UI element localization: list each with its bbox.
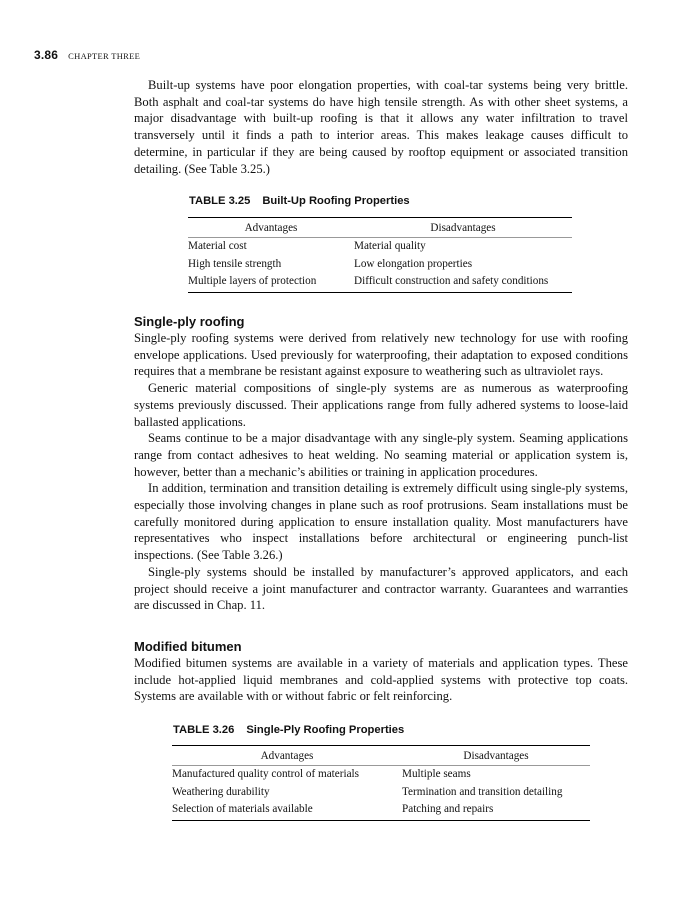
table-row [172, 784, 590, 802]
paragraph: Modified bitumen systems are available in a variety of materials and application types. These include hot-applied liquid membranes and cold-applied systems with protective top coats. Systems are available with or without fabric or felt reinforcing. [134, 656, 628, 704]
table-3-26 [172, 745, 590, 821]
section-heading-single-ply: Single-ply roofing [134, 314, 245, 329]
modified-bitumen-section [134, 638, 628, 705]
table-header-row [188, 218, 572, 238]
table-3-25-caption [189, 195, 410, 207]
col-disadvantages: Disadvantages [354, 218, 572, 238]
advantage-cell: Multiple layers of protection [188, 273, 354, 292]
disadvantage-cell: Material quality [354, 240, 426, 252]
table-3-26-label: TABLE 3.26 [173, 724, 235, 736]
intro-section [134, 77, 628, 177]
paragraph: Single-ply roofing systems were derived from relatively new technology for use with roofing envelope applications. Used previously for waterproofing, their adaptation to exposed conditions requires that a membrane be resistant against exposure to weathering such as ultraviolet rays. [134, 331, 628, 379]
advantage-cell: Selection of materials available [172, 801, 402, 820]
running-head [34, 46, 140, 64]
single-ply-section [134, 313, 628, 614]
table-3-26-title: Single-Ply Roofing Properties [246, 724, 405, 736]
paragraph: Generic material compositions of single-ply systems are as numerous as waterproofing systems previously discussed. Their applications range from fully adhered systems to loose-laid ballasted applications. [134, 381, 628, 429]
disadvantage-cell: Patching and repairs [402, 801, 590, 820]
intro-paragraph: Built-up systems have poor elongation properties, with coal-tar systems being very brittle. Both asphalt and coal-tar systems do have high tensile strength. As with other sheet systems, a major disadvantage with built-up roofing is that it allows any water infiltration to travel transversely until it finds a path to interior areas. This makes leakage causes difficult to determine, in particular if they are being caused by rooftop equipment or associated transition detailing. (See Table 3.25.) [134, 78, 628, 176]
table-row [188, 256, 572, 274]
paragraph: Single-ply systems should be installed by manufacturer’s approved applicators, and each project should receive a joint manufacturer and contractor warranty. Guarantees and warranties are discussed in Chap. 11. [134, 564, 628, 613]
disadvantage-cell: Difficult construction and safety conditions [354, 273, 572, 292]
table-row [188, 273, 572, 292]
col-disadvantages: Disadvantages [402, 746, 590, 766]
col-advantages: Advantages [188, 218, 354, 238]
table-row [188, 238, 572, 256]
table-row [172, 766, 590, 784]
chapter-title: CHAPTER THREE [68, 51, 141, 61]
paragraph: Seams continue to be a major disadvantage with any single-ply system. Seaming applications range from contact adhesives to heat welding. No seaming material or application system is, however, better than a mechanic’s abilities or training in application procedures. [134, 431, 628, 479]
table-header-row [172, 746, 590, 766]
advantage-cell: Material cost [188, 240, 247, 252]
advantage-cell: Manufactured quality control of materials [172, 768, 360, 780]
col-advantages: Advantages [172, 746, 402, 766]
table-3-25-label: TABLE 3.25 [189, 195, 251, 207]
disadvantage-cell: Termination and transition detailing [402, 785, 563, 798]
table-3-26-caption [173, 724, 404, 736]
disadvantage-cell: Low elongation properties [354, 257, 473, 270]
table-row [172, 801, 590, 820]
table-3-25-title: Built-Up Roofing Properties [262, 195, 410, 207]
section-heading-modified-bitumen: Modified bitumen [134, 639, 242, 654]
paragraph: In addition, termination and transition detailing is extremely difficult using single-ply systems, especially those involving changes in plane such as roof protrusions. Seam installations must be carefully monitored during application to ensure installation quality. Most manufacturers have representatives who inspect installations before architectural or engineering punch-list inspections. (See Table 3.26.) [134, 481, 628, 563]
advantage-cell: Weathering durability [172, 785, 270, 798]
advantage-cell: High tensile strength [188, 257, 282, 270]
page-number: 3.86 [34, 48, 59, 62]
table-3-25 [188, 217, 572, 293]
disadvantage-cell: Multiple seams [402, 768, 471, 780]
